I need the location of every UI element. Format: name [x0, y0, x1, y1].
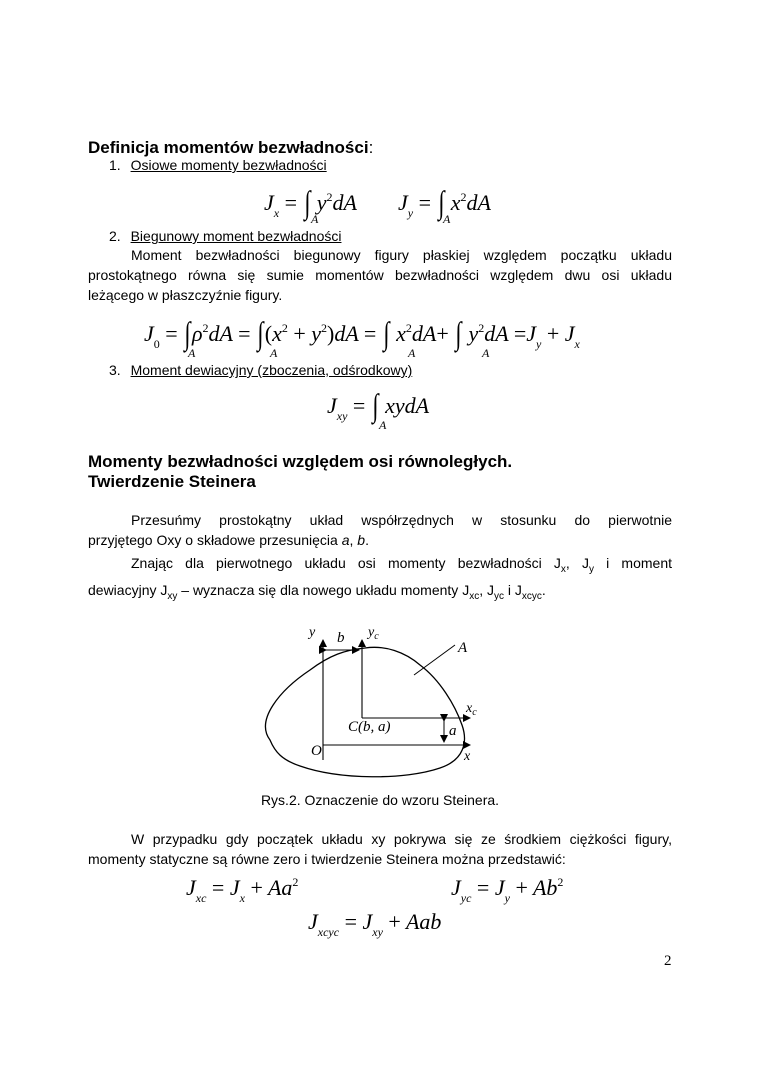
label-origin: O [311, 743, 322, 759]
item-title: Moment dewiacyjny (zboczenia, odśrodkowy) [130, 362, 413, 378]
item-title: Biegunowy moment bezwładności [130, 228, 342, 244]
label-xc: $x_c$ [466, 701, 477, 718]
figure-region-outline [266, 647, 465, 776]
label-centroid: C(b, a) [348, 719, 391, 735]
section-heading-definitions: Definicja momentów bezwładności: [88, 138, 374, 157]
section-heading-steiner: Momenty bezwładności względem osi równoległych. Twierdzenie Steinera [88, 452, 513, 491]
item-title: Osiowe momenty bezwładności [130, 157, 327, 173]
label-a: a [449, 723, 457, 739]
label-area-A: A [458, 640, 468, 656]
label-x: x [464, 749, 471, 764]
label-y: y [309, 625, 316, 640]
steiner-paragraph-2: Znając dla pierwotnego układu osi momenty bezwładności $J_x$, $J_y$ i moment dewiacyjny $J_{xy}$ – wyznacza się dla nowego układu momenty $J_{xc}$, $J_{yc}$ i $J_{xcyc}$. [88, 555, 672, 602]
figure-caption: Rys.2. Oznaczenie do wzoru Steinera. [260, 792, 500, 808]
list-item-axial: 1. Osiowe momenty bezwładności [109, 157, 327, 173]
page-number: 2 [664, 953, 672, 969]
polar-description: Moment bezwładności biegunowy figury płaskiej względem początku układu prostokątnego równa się sumie momentów bezwładności względem dwu osi układu leżącego w płaszczyźnie figury. [88, 247, 672, 303]
area-leader-line [414, 645, 455, 675]
list-item-deviation: 3. Moment dewiacyjny (zboczenia, odśrodkowy) [109, 362, 413, 378]
label-yc: $y_c$ [368, 625, 379, 642]
steiner-conclusion: W przypadku gdy początek układu xy pokrywa się ze środkiem ciężkości figury, momenty statyczne są równe zero i twierdzenie Steinera można przedstawić: [88, 831, 672, 867]
steiner-paragraph-1: Przesuńmy prostokątny układ współrzędnych w stosunku do pierwotnie przyjętego Oxy o składowe przesunięcia a, b. [88, 512, 672, 548]
list-item-polar: 2. Biegunowy moment bezwładności [109, 228, 342, 244]
label-b: b [337, 630, 345, 646]
